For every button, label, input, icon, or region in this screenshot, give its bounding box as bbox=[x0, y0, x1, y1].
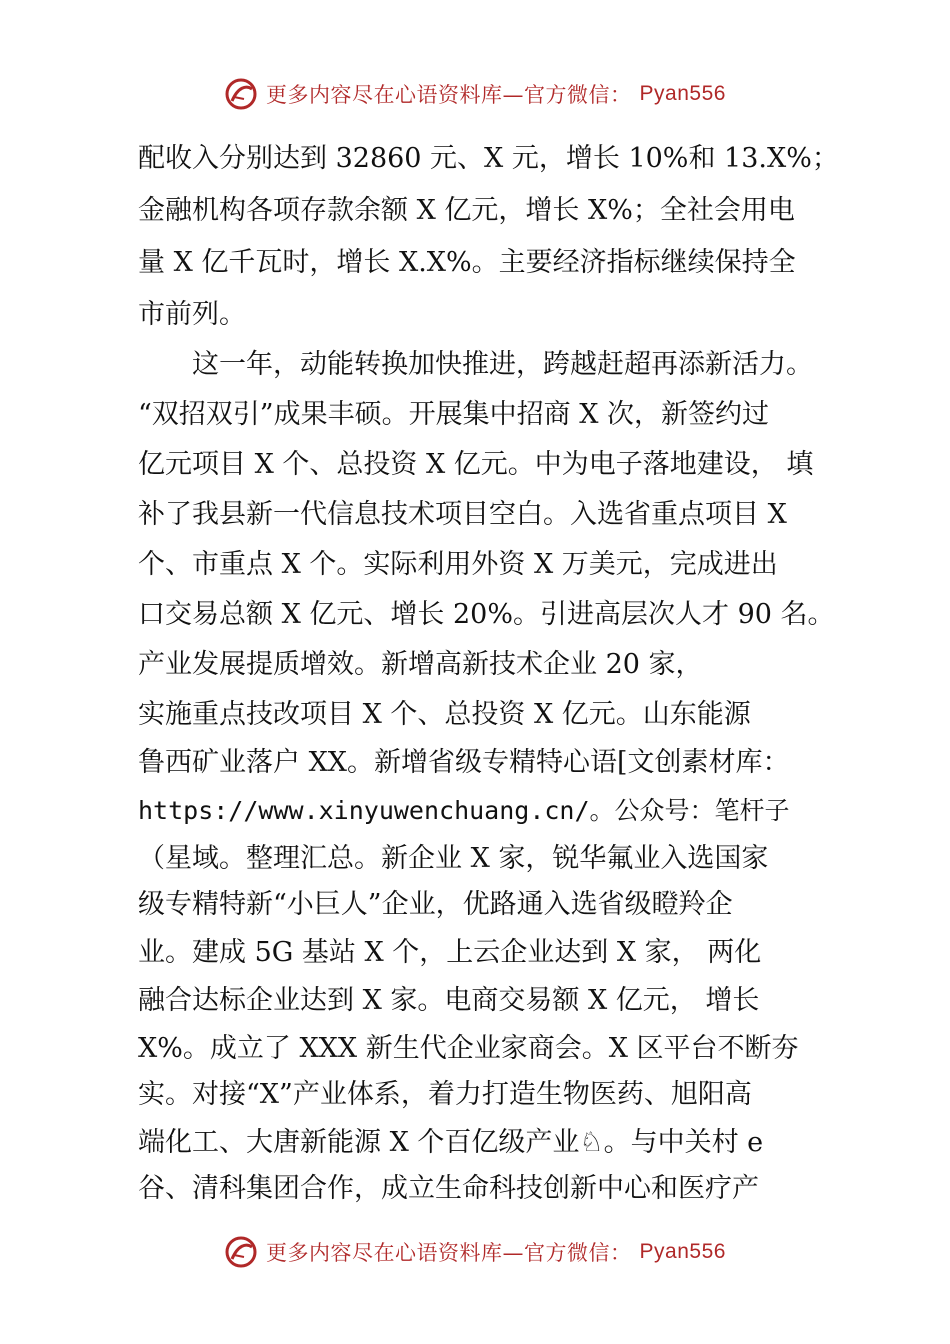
text-line: 实施重点技改项目 X 个、总投资 X 亿元。山东能源 bbox=[138, 699, 751, 730]
wechat-id: Pyan556 bbox=[639, 82, 726, 105]
text-line: 口交易总额 X 亿元、增长 20%。引进高层次人才 90 名。 bbox=[138, 599, 835, 630]
text-line: 端化工、大唐新能源 X 个百亿级产业♘。与中关村 e bbox=[138, 1127, 764, 1158]
text-line: “双招双引”成果丰硕。开展集中招商 X 次，新签约过 bbox=[138, 399, 769, 430]
text-line: 业。建成 5G 基站 X 个，上云企业达到 X 家， 两化 bbox=[138, 937, 762, 968]
brush-seal-icon bbox=[224, 77, 258, 111]
text-line: （星域。整理汇总。新企业 X 家，锐华氟业入选国家 bbox=[138, 843, 769, 874]
text-line: 配收入分别达到 32860 元、X 元，增长 10%和 13.X%； bbox=[138, 143, 839, 174]
text-line: 金融机构各项存款余额 X 亿元，增长 X%；全社会用电 bbox=[138, 195, 795, 226]
text-line: X%。成立了 XXX 新生代企业家商会。X 区平台不断夯 bbox=[138, 1033, 799, 1064]
text-line: https://www.xinyuwenchuang.cn/。公众号：笔杆子 bbox=[138, 796, 790, 825]
text-line: 实。对接“X”产业体系，着力打造生物医药、旭阳高 bbox=[138, 1079, 752, 1110]
text-line: 融合达标企业达到 X 家。电商交易额 X 亿元， 增长 bbox=[138, 985, 760, 1016]
text-line: 量 X 亿千瓦时，增长 X.X%。主要经济指标继续保持全 bbox=[138, 247, 796, 278]
footer-banner bbox=[0, 1232, 950, 1272]
text-line: 市前列。 bbox=[138, 299, 246, 330]
text-line: 补了我县新一代信息技术项目空白。入选省重点项目 X bbox=[138, 499, 787, 530]
wechat-id: Pyan556 bbox=[639, 1240, 726, 1263]
banner-text: 更多内容尽在心语资料库—官方微信： bbox=[266, 83, 632, 107]
text-line: 产业发展提质增效。新增高新技术企业 20 家， bbox=[138, 649, 703, 680]
banner-text: 更多内容尽在心语资料库—官方微信： bbox=[266, 1241, 632, 1265]
brush-seal-icon bbox=[224, 1235, 258, 1269]
text-line: 谷、清科集团合作，成立生命科技创新中心和医疗产 bbox=[138, 1173, 759, 1204]
text-line: 鲁西矿业落户 XX。新增省级专精特心语[文创素材库： bbox=[138, 747, 790, 778]
text-line: 这一年，动能转换加快推进，跨越赶超再添新活力。 bbox=[192, 349, 813, 380]
text-line: 级专精特新“小巨人”企业，优路通入选省级瞪羚企 bbox=[138, 889, 733, 920]
text-line: 亿元项目 X 个、总投资 X 亿元。中为电子落地建设， 填 bbox=[138, 449, 814, 480]
header-banner bbox=[0, 74, 950, 114]
text-line: 个、市重点 X 个。实际利用外资 X 万美元，完成进出 bbox=[138, 549, 778, 580]
